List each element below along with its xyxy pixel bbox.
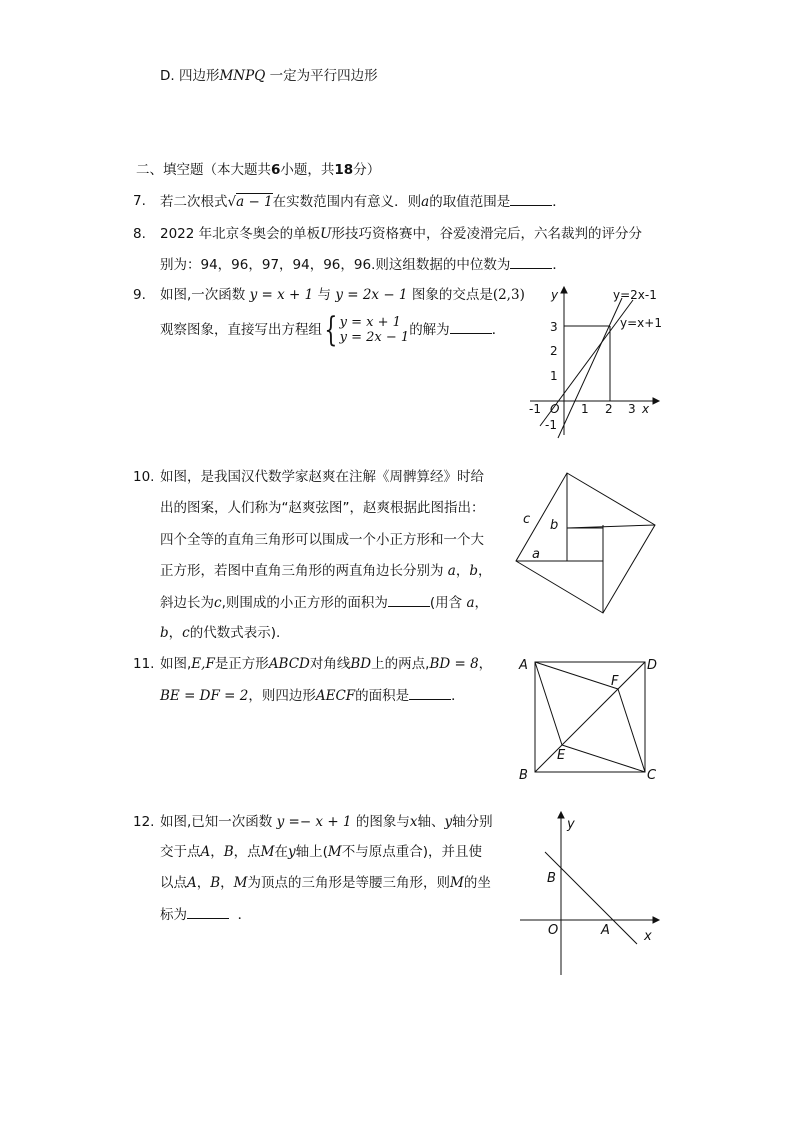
system-brace: { xyxy=(324,310,338,350)
graph-label-line1: y=2x-1 xyxy=(613,288,657,302)
q10-line5-pre: 斜边长为 xyxy=(160,595,214,611)
question-count: 6 xyxy=(271,162,281,178)
equation-1: y = x + 1 xyxy=(249,287,314,303)
q8-number: 8. xyxy=(133,226,146,242)
point-m: M xyxy=(450,875,464,891)
point-a-label: A xyxy=(601,923,610,938)
point-a: A xyxy=(187,875,197,891)
answer-blank[interactable] xyxy=(409,685,451,700)
q12-line3 xyxy=(160,873,491,893)
q9-line2-pre: 观察图象，直接写出方程组 xyxy=(160,322,322,338)
q9-number: 9. xyxy=(133,287,146,303)
equation-system xyxy=(340,315,410,345)
q11-line2-mid: ，则四边形 xyxy=(248,688,316,704)
q12-number: 12. xyxy=(133,814,155,830)
inner-square xyxy=(567,528,603,561)
section-heading xyxy=(136,160,380,180)
axis-label-y: y xyxy=(551,288,559,302)
q12-line1-post: 轴分别 xyxy=(452,814,493,830)
label-b: b xyxy=(550,518,559,533)
q12-line4 xyxy=(160,904,251,925)
option-text: 四边形 xyxy=(178,68,220,84)
y-axis-arrow xyxy=(558,812,564,818)
q8-var: U xyxy=(320,226,332,242)
y-axis-arrow xyxy=(561,287,567,293)
label-a: a xyxy=(532,547,540,562)
zhao-shuang-figure xyxy=(512,468,662,618)
q9-line1-b: 与 xyxy=(317,287,332,303)
heading-text-mid: 小题，共 xyxy=(280,162,335,178)
separator: ， xyxy=(455,563,470,579)
q11-line2-post: 的面积是 xyxy=(355,688,410,704)
segment-ae xyxy=(535,662,562,745)
q10-line5-post: (用含 xyxy=(429,595,463,611)
q10-line3: 四个全等的直角三角形可以围成一个小正方形和一个大 xyxy=(160,532,484,548)
points-ef: E,F xyxy=(191,656,215,672)
heading-text-end: 分） xyxy=(353,162,381,178)
point-m: M xyxy=(327,844,342,860)
q11-line1-pre: 如图, xyxy=(160,656,192,672)
q9-line2 xyxy=(160,310,506,350)
q12-line1-pre: 如图,已知一次函数 xyxy=(160,814,273,830)
x-axis-arrow xyxy=(653,398,659,404)
separator: ， xyxy=(478,656,493,672)
point-b-label: B xyxy=(547,871,556,886)
system-row-2: y = 2x − 1 xyxy=(339,330,410,345)
q8-line2-pre: 别为：94，96，97，94，96，96.则这组数据的中位数为 xyxy=(160,257,511,273)
q9-line2-post: 的解为 xyxy=(409,322,450,338)
q7-var: a xyxy=(421,194,430,210)
q9-graph xyxy=(525,283,675,443)
answer-blank[interactable] xyxy=(450,319,492,334)
x-tick-label: 1 xyxy=(581,402,589,416)
square-abcd: ABCD xyxy=(268,656,310,672)
var-x: x xyxy=(409,814,418,830)
vertex-d: D xyxy=(647,658,658,673)
q11-line1-mid2: 对角线 xyxy=(309,656,351,672)
q10-line6 xyxy=(160,623,280,643)
segment-af xyxy=(535,662,618,689)
var-y: y xyxy=(444,814,453,830)
point-a: A xyxy=(200,844,211,860)
diagonal-bd: BD xyxy=(350,656,372,672)
vertex-c: C xyxy=(647,768,657,783)
segment-ce xyxy=(562,745,645,772)
answer-blank[interactable] xyxy=(187,904,229,919)
q8-line1-post: 形技巧资格赛中，谷爱凌滑完后，六名裁判的评分分 xyxy=(331,226,643,242)
q7-text xyxy=(160,191,566,212)
q10-line4 xyxy=(160,561,492,581)
quad-aecf: AECF xyxy=(315,688,356,704)
vertex-b: B xyxy=(519,768,528,783)
q12-graph xyxy=(515,808,665,978)
q8-line2 xyxy=(160,254,566,275)
q12-line4-pre: 标为 xyxy=(160,907,187,923)
q10-line6-post: 的代数式表示). xyxy=(189,625,281,641)
q8-line1 xyxy=(160,224,642,244)
q8-line2-end: ． xyxy=(552,257,566,273)
q12-line2-pre: 交于点 xyxy=(160,844,201,860)
var-a: a xyxy=(466,595,475,611)
q11-number: 11. xyxy=(133,656,155,672)
q11-line1 xyxy=(160,654,492,674)
equation-be-df: BE = DF = 2 xyxy=(160,688,249,704)
x-tick-label: -1 xyxy=(529,402,541,416)
segment-cf xyxy=(618,689,645,772)
q10-line5-mid: ,则围成的小正方形的面积为 xyxy=(221,595,388,611)
q9-line1-a: 如图,一次函数 xyxy=(160,287,246,303)
q12-line2-mid: ，点 xyxy=(233,844,261,860)
total-score: 18 xyxy=(334,162,354,178)
axis-label-x: x xyxy=(644,929,652,944)
sqrt-expression: √a − 1 xyxy=(227,194,273,210)
equation-2: y = 2x − 1 xyxy=(335,287,408,303)
point-m: M xyxy=(233,875,248,891)
answer-blank[interactable] xyxy=(388,592,430,607)
q12-line3-post: 的坐 xyxy=(463,875,491,891)
radicand: a − 1 xyxy=(236,194,273,210)
q12-line1 xyxy=(160,812,493,832)
q12-line2-mid2: 在 xyxy=(274,844,288,860)
graph-label-line2: y=x+1 xyxy=(620,316,662,330)
option-text-end: 一定为平行四边形 xyxy=(269,68,378,84)
diagonal-bd xyxy=(535,662,645,772)
point-m: M xyxy=(260,844,275,860)
var-c: c xyxy=(182,625,190,641)
point-e: E xyxy=(557,748,566,763)
q10-line4-pre: 正方形，若图中直角三角形的两直角边长分别为 xyxy=(160,563,444,579)
q7-end: ． xyxy=(552,194,566,210)
separator: ， xyxy=(474,595,488,611)
q7-number: 7. xyxy=(133,193,146,209)
axis-label-x: x xyxy=(642,402,650,416)
origin-label: O xyxy=(548,923,559,938)
system-row-1: y = x + 1 xyxy=(339,315,401,330)
q11-line1-mid3: 上的两点, xyxy=(371,656,430,672)
y-tick-label: 3 xyxy=(550,320,558,334)
q11-line1-mid: 是正方形 xyxy=(214,656,269,672)
point-b: B xyxy=(223,844,234,860)
var-y: y xyxy=(288,844,296,860)
q10-line2: 出的图案，人们称为“赵爽弦图”，赵爽根据此图指出： xyxy=(160,500,485,516)
equation-bd: BD = 8 xyxy=(429,656,479,672)
heading-text: 二、填空题（本大题共 xyxy=(136,162,271,178)
separator: ， xyxy=(168,625,183,641)
q12-line3-mid: 为顶点的三角形是等腰三角形，则 xyxy=(247,875,450,891)
function-equation: y =− x + 1 xyxy=(276,814,352,830)
y-tick-label: -1 xyxy=(545,418,557,432)
q12-line3-pre: 以点 xyxy=(160,875,187,891)
separator: ， xyxy=(220,875,234,891)
q7-text-post: 的取值范围是 xyxy=(429,194,511,210)
q9-line1 xyxy=(160,285,525,305)
option-label: D. xyxy=(160,68,175,84)
q10-line5 xyxy=(160,592,488,613)
q12-line2-mid3: 轴上( xyxy=(295,844,328,860)
option-var: MNPQ xyxy=(219,68,266,84)
q9-line2-end: ． xyxy=(491,322,506,338)
point-f: F xyxy=(611,674,619,689)
q7-text-mid: 在实数范围内有意义．则 xyxy=(272,194,422,210)
answer-blank[interactable] xyxy=(510,191,552,206)
q12-line4-end: ． xyxy=(237,907,252,923)
outer-square xyxy=(516,473,655,613)
var-b: b xyxy=(469,563,479,579)
q10-number: 10. xyxy=(133,469,155,485)
q12-line1-mid2: 轴、 xyxy=(417,814,445,830)
q6-option-d xyxy=(160,66,378,86)
q9-line1-c: 图象的交点是 xyxy=(411,287,493,303)
separator: ， xyxy=(210,844,224,860)
y-tick-label: 1 xyxy=(550,369,558,383)
x-axis-arrow xyxy=(653,917,659,923)
point-b: B xyxy=(210,875,221,891)
square-figure xyxy=(515,655,665,785)
var-c: c xyxy=(214,595,222,611)
separator: ， xyxy=(196,875,211,891)
q10-line1: 如图，是我国汉代数学家赵爽在注解《周髀算经》时给 xyxy=(160,469,484,485)
x-tick-label: 3 xyxy=(628,402,636,416)
q8-line1-pre: 2022 年北京冬奥会的单板 xyxy=(160,226,321,242)
q11-line2-end: ． xyxy=(451,688,465,704)
var-b: b xyxy=(160,625,169,641)
x-tick-label: 2 xyxy=(605,402,613,416)
var-a: a xyxy=(447,563,456,579)
q11-line2 xyxy=(160,685,465,706)
axis-label-y: y xyxy=(567,817,575,832)
answer-blank[interactable] xyxy=(510,254,552,269)
vertex-a: A xyxy=(519,658,528,673)
label-c: c xyxy=(523,512,531,527)
q12-line2 xyxy=(160,842,482,862)
y-tick-label: 2 xyxy=(550,344,558,358)
q12-line1-mid: 的图象与 xyxy=(355,814,410,830)
q7-text-pre: 若二次根式 xyxy=(160,194,228,210)
origin-label: O xyxy=(550,402,560,416)
intersection-point: (2,3) xyxy=(492,287,525,303)
separator: ， xyxy=(478,563,492,579)
line-y-2x-minus-1 xyxy=(558,298,622,438)
line-y-neg-x-plus-1 xyxy=(545,852,637,944)
q12-line2-post: 不与原点重合)，并且使 xyxy=(341,844,483,860)
